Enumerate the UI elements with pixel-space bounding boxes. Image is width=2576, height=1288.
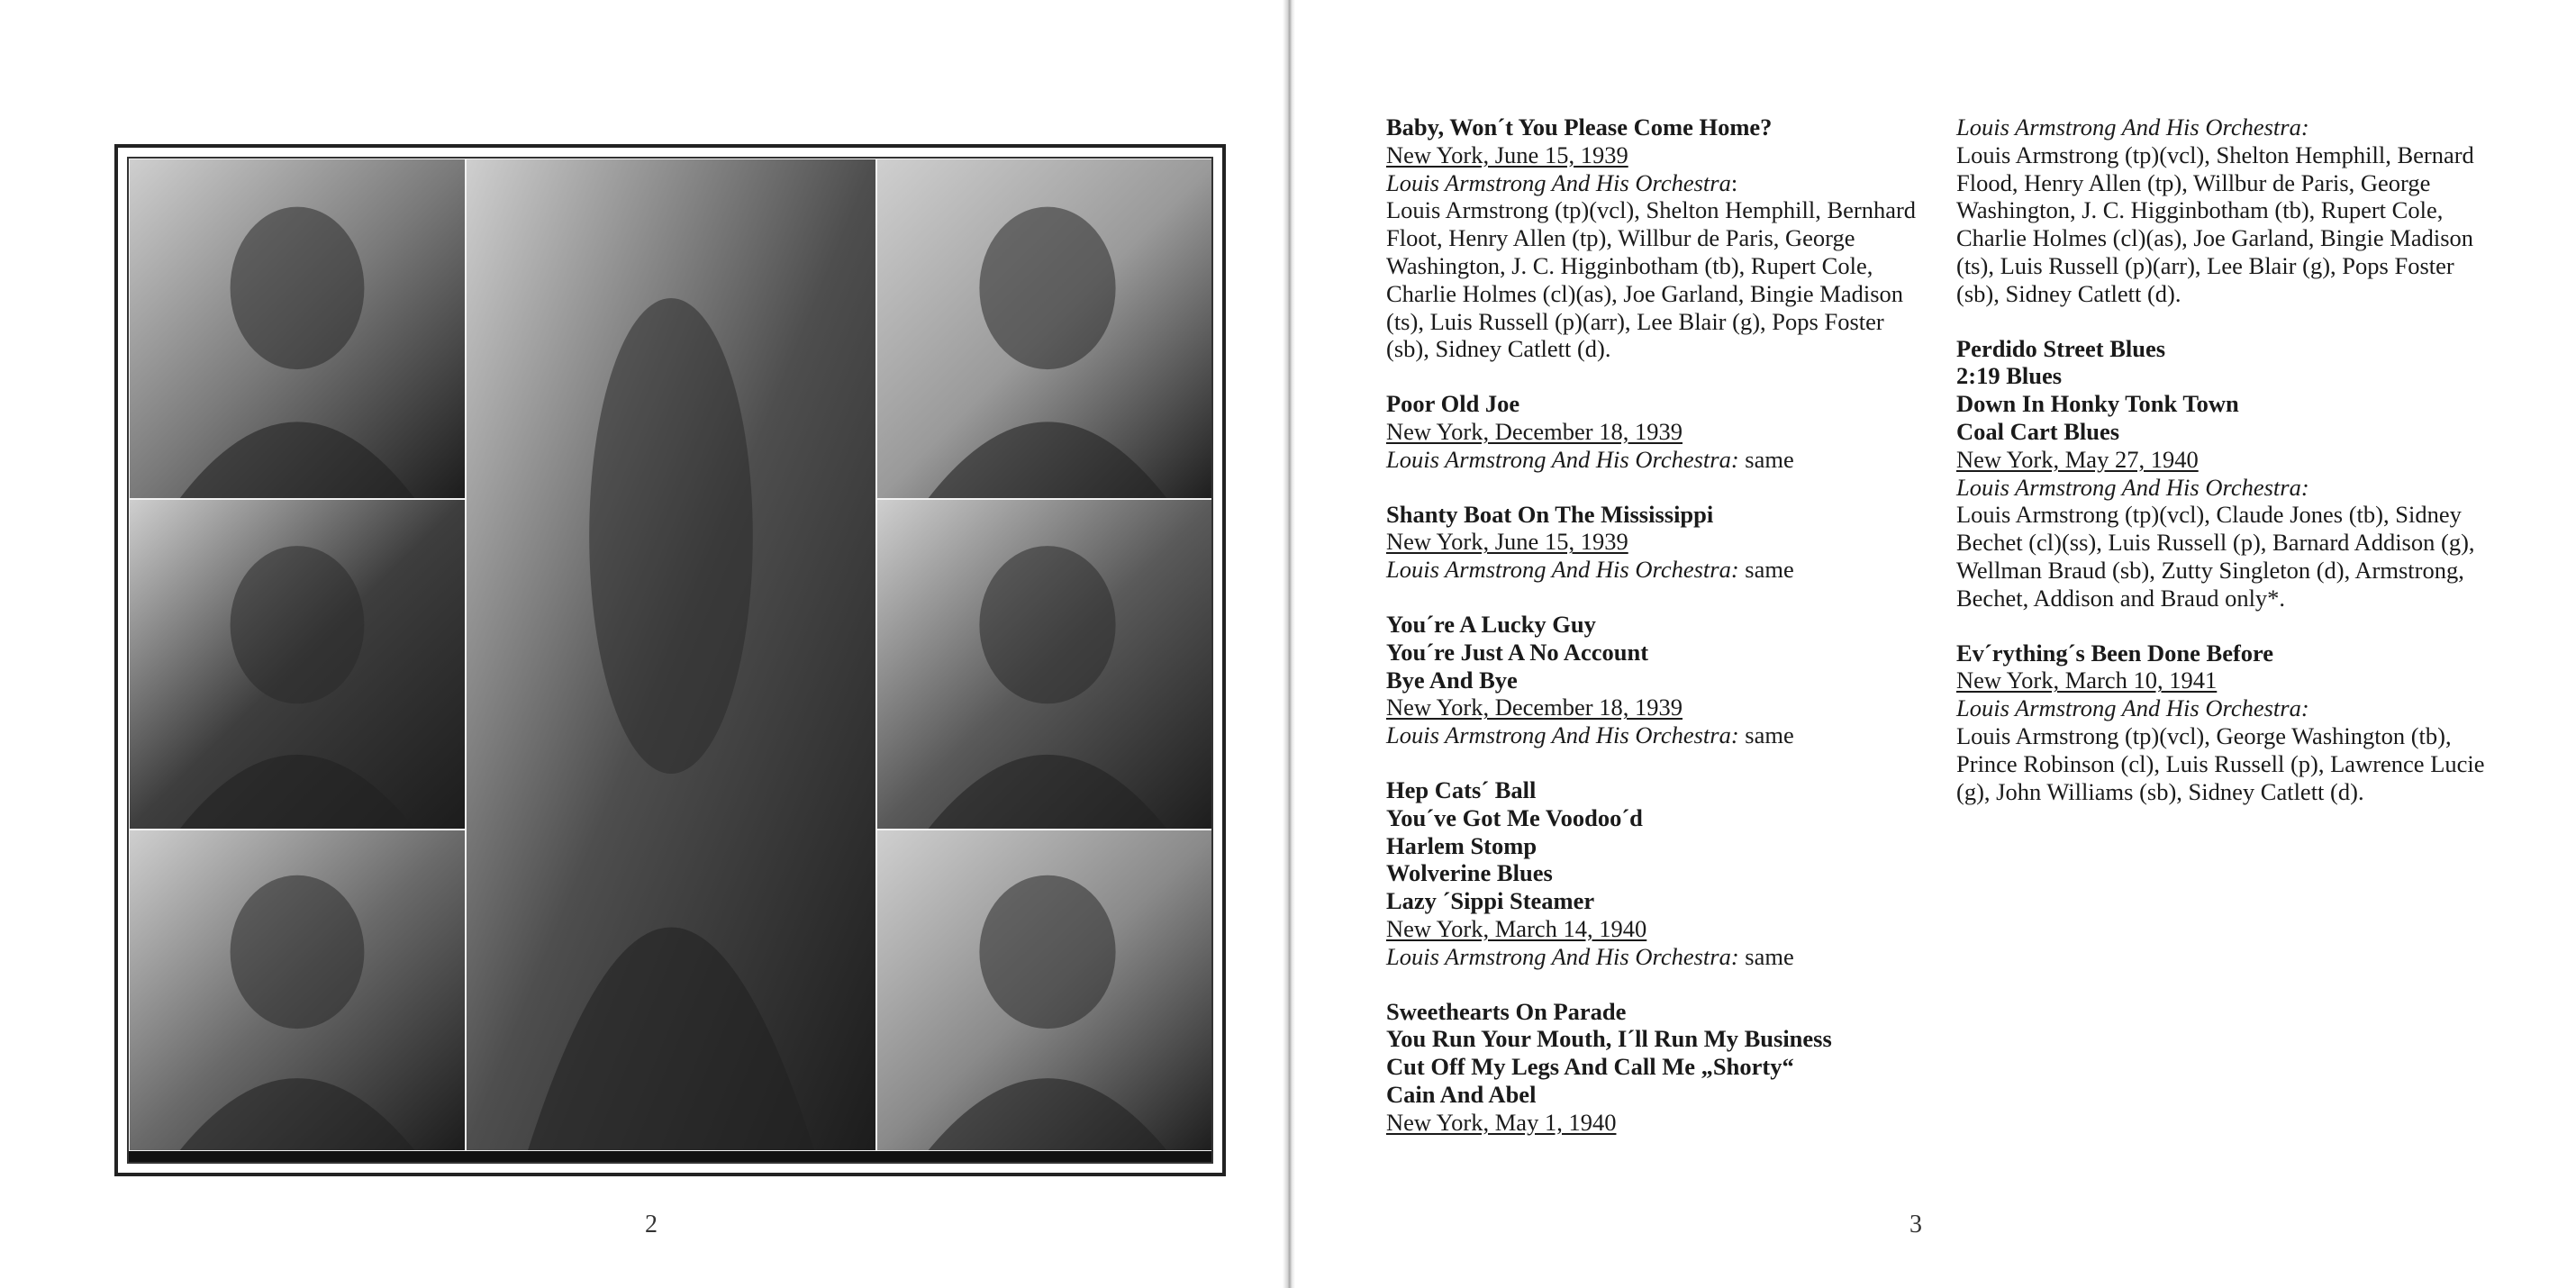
- orchestra-line: [1386, 169, 1927, 197]
- recording-date: New York, March 10, 1941: [1956, 667, 2218, 694]
- recording-date: New York, May 1, 1940: [1386, 1108, 1617, 1136]
- orchestra-suffix: same: [1738, 942, 1794, 970]
- track-title: 2:19 Blues: [1956, 362, 2063, 390]
- photo-image: [130, 830, 465, 1150]
- track-title: Baby, Won´t You Please Come Home?: [1386, 113, 1773, 141]
- track-title: Coal Cart Blues: [1956, 417, 2120, 445]
- discography-column-right: [1956, 113, 2497, 832]
- discography-entry: [1386, 113, 1927, 363]
- orchestra-suffix: :: [1730, 168, 1738, 196]
- orchestra-line: [1386, 556, 1927, 584]
- discography-entry: [1386, 501, 1927, 584]
- orchestra-name: Louis Armstrong And His Orchestra:: [1386, 721, 1739, 749]
- recording-date: New York, December 18, 1939: [1386, 417, 1683, 445]
- track-title: You Run Your Mouth, I´ll Run My Business: [1386, 1025, 1832, 1053]
- track-title: Sweethearts On Parade: [1386, 997, 1627, 1025]
- discography-entry: [1386, 390, 1927, 473]
- photo-smiling-center: [466, 159, 876, 1151]
- personnel-list: Louis Armstrong (tp)(vcl), George Washington (tb), Prince Robinson (cl), Luis Russell (p), Lawrence Lucie (g), John Williams (sb), Sidney Catlett (d).: [1956, 721, 2485, 805]
- track-title: You´re A Lucky Guy: [1386, 610, 1596, 638]
- orchestra-name: Louis Armstrong And His Orchestra: [1386, 168, 1731, 196]
- personnel-list: Louis Armstrong (tp)(vcl), Shelton Hemphill, Bernhard Floot, Henry Allen (tp), Willbur de Paris, George Washington, J. C. Higginbotham (tb), Rupert Cole, Charlie Holmes (cl)(as), Joe Garland, Bingie Madison (ts), Luis Russell (p)(arr), Lee Blair (g), Pops Foster (sb), Sidney Catlett (d).: [1386, 196, 1917, 363]
- photo-image: [877, 500, 1213, 829]
- photo-image: [877, 830, 1213, 1150]
- track-title: Wolverine Blues: [1386, 859, 1553, 887]
- recording-date: New York, March 14, 1940: [1386, 914, 1647, 942]
- orchestra-line: [1956, 474, 2497, 502]
- photo-trumpet-closeup: [129, 830, 466, 1151]
- track-title: Shanty Boat On The Mississippi: [1386, 500, 1714, 528]
- orchestra-name: Louis Armstrong And His Orchestra:: [1386, 445, 1739, 473]
- orchestra-name: Louis Armstrong And His Orchestra:: [1386, 556, 1739, 584]
- recording-date: New York, June 15, 1939: [1386, 141, 1628, 168]
- discography-entry: [1386, 776, 1927, 971]
- photo-portrait-suit: [129, 159, 466, 499]
- recording-date: New York, December 18, 1939: [1386, 694, 1683, 721]
- photo-cap-smiling: [876, 830, 1213, 1151]
- discography-entry: [1956, 113, 2497, 308]
- photo-image: [467, 159, 875, 1150]
- orchestra-suffix: same: [1738, 556, 1794, 584]
- recording-date: New York, June 15, 1939: [1386, 528, 1628, 556]
- track-title: You´re Just A No Account: [1386, 638, 1649, 666]
- track-title: Poor Old Joe: [1386, 390, 1520, 418]
- photo-image: [877, 159, 1213, 498]
- orchestra-suffix: same: [1738, 721, 1794, 749]
- discography-entry: [1386, 998, 1927, 1137]
- orchestra-line: [1386, 943, 1927, 971]
- track-title: Bye And Bye: [1386, 666, 1518, 694]
- orchestra-name: Louis Armstrong And His Orchestra:: [1956, 113, 2309, 141]
- left-page: [0, 0, 1286, 1288]
- discography-entry: [1956, 335, 2497, 612]
- track-title: Hep Cats´ Ball: [1386, 776, 1537, 803]
- photo-holding-trumpet: [129, 499, 466, 830]
- photo-laughing-trumpet: [876, 499, 1213, 830]
- track-title: Ev´rything´s Been Done Before: [1956, 639, 2274, 667]
- photo-playing-trumpet: [876, 159, 1213, 499]
- track-title: Lazy ´Sippi Steamer: [1386, 887, 1595, 915]
- discography-entry: [1386, 611, 1927, 749]
- orchestra-line: [1386, 721, 1927, 749]
- recording-date: New York, May 27, 1940: [1956, 445, 2199, 473]
- orchestra-suffix: same: [1738, 445, 1794, 473]
- personnel-list: Louis Armstrong (tp)(vcl), Shelton Hemphill, Bernard Flood, Henry Allen (tp), Willbur de Paris, George Washington, J. C. Higginbotham (tb), Rupert Cole, Charlie Holmes (cl)(as), Joe Garland, Bingie Madison (ts), Luis Russell (p)(arr), Lee Blair (g), Pops Foster (sb), Sidney Catlett (d).: [1956, 141, 2474, 307]
- photo-image: [130, 500, 465, 829]
- photo-collage-inner: [127, 157, 1213, 1164]
- photo-collage: [114, 144, 1226, 1176]
- track-title: Harlem Stomp: [1386, 831, 1537, 859]
- orchestra-name: Louis Armstrong And His Orchestra:: [1386, 942, 1739, 970]
- discography-column-left: [1386, 113, 1927, 1164]
- track-title: Cain And Abel: [1386, 1080, 1537, 1108]
- photo-image: [130, 159, 465, 498]
- track-title: Down In Honky Tonk Town: [1956, 390, 2239, 418]
- orchestra-line: [1386, 446, 1927, 474]
- discography-entry: [1956, 639, 2497, 806]
- page-number-right: 3: [1909, 1211, 1922, 1238]
- personnel-list: Louis Armstrong (tp)(vcl), Claude Jones (tb), Sidney Bechet (cl)(ss), Luis Russell (p), Barnard Addison (g), Wellman Braud (sb), Zutty Singleton (d), Armstrong, Bechet, Addison and Braud only*.: [1956, 501, 2475, 612]
- orchestra-name: Louis Armstrong And His Orchestra:: [1956, 694, 2309, 722]
- orchestra-line: [1956, 113, 2497, 141]
- orchestra-line: [1956, 694, 2497, 722]
- track-title: Cut Off My Legs And Call Me „Shorty“: [1386, 1053, 1794, 1081]
- track-title: Perdido Street Blues: [1956, 334, 2166, 362]
- track-title: You´ve Got Me Voodoo´d: [1386, 803, 1643, 831]
- page-number-left: 2: [645, 1211, 658, 1238]
- orchestra-name: Louis Armstrong And His Orchestra:: [1956, 473, 2309, 501]
